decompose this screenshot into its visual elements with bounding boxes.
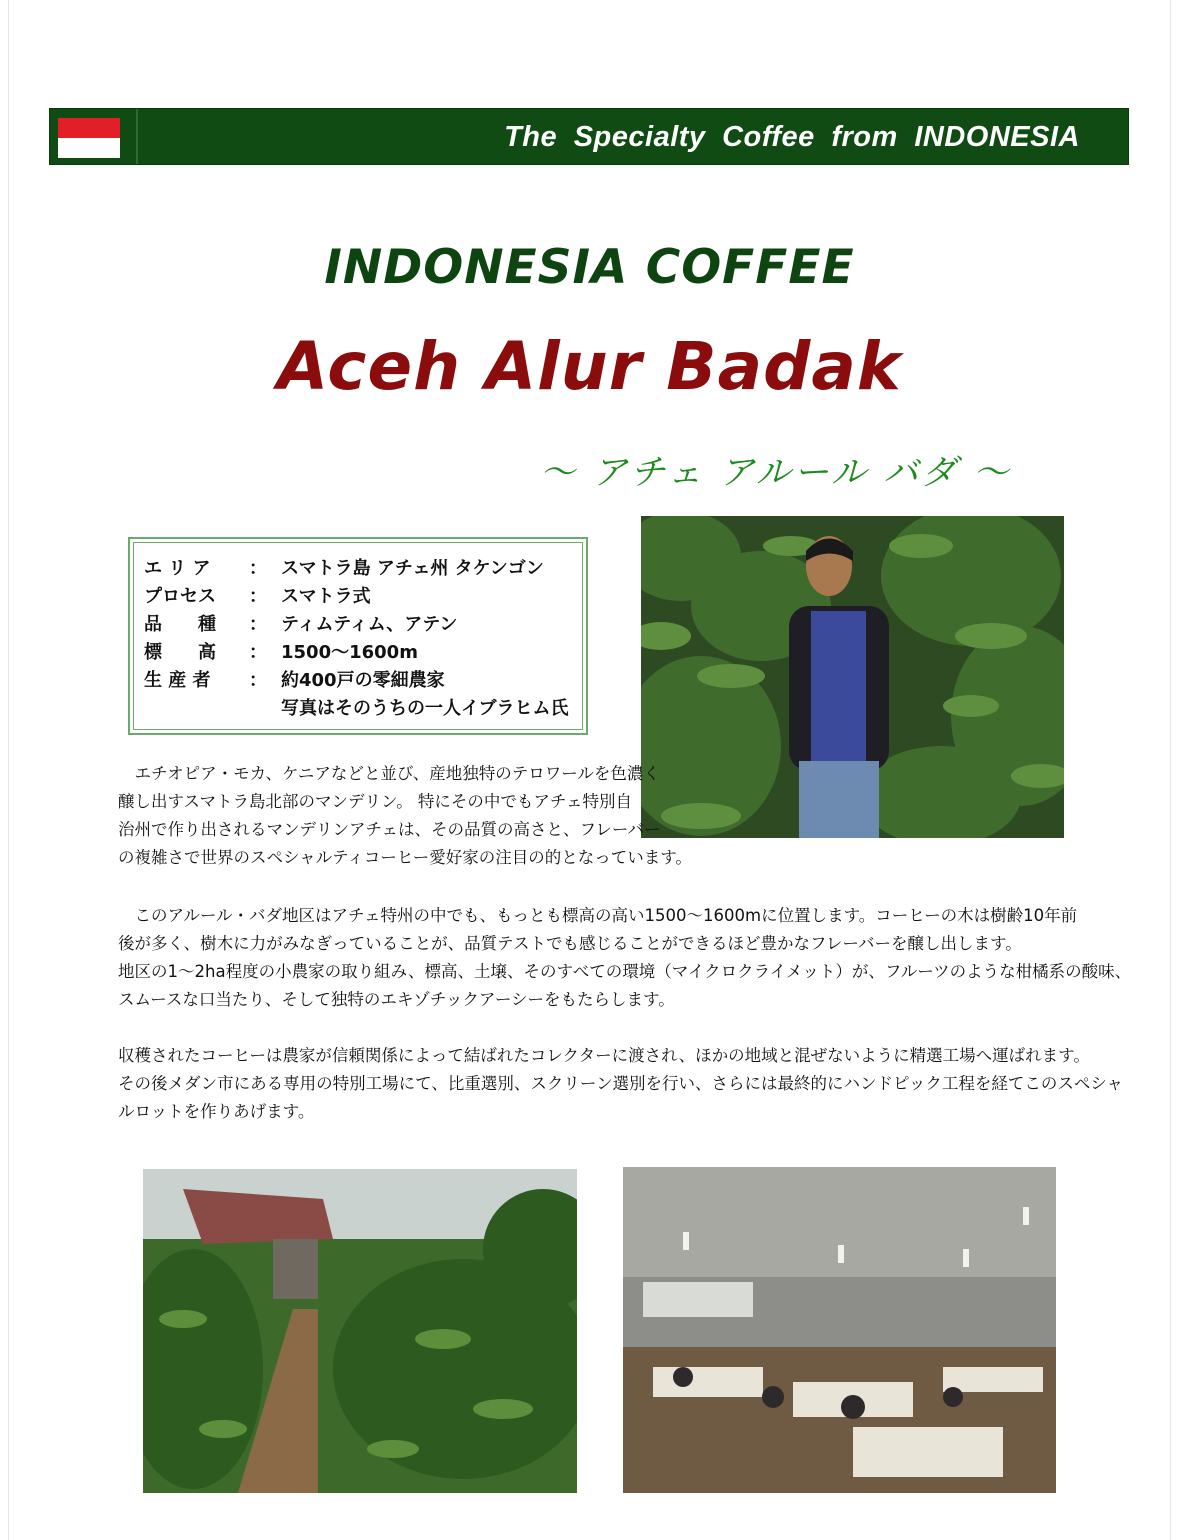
region-paragraph (118, 902, 1131, 1014)
spec-row-altitude (144, 637, 582, 665)
spec-row-variety (144, 609, 582, 637)
intro-line: 治州で作り出されるマンデリンアチェは、その品質の高さと、フレーバー (118, 820, 661, 839)
processing-line: 収穫されたコーヒーは農家が信頼関係によって結ばれたコレクターに渡され、ほかの地域と混ぜないように精選工場へ運ばれます。 (118, 1046, 1090, 1065)
intro-paragraph (118, 760, 692, 872)
spec-label: 生 産 者 (144, 670, 211, 691)
processing-line: ルロットを作りあげます。 (118, 1102, 315, 1121)
region-line: 地区の1〜2ha程度の小農家の取り組み、標高、土壌、そのすべての環境（マイクロクライメット）が、フルーツのような柑橘系の酸味、 (118, 962, 1132, 981)
product-title-katakana: ～ アチェ アルール バダ ～ (540, 453, 1012, 493)
spec-value: 約400戸の零細農家 (281, 670, 445, 691)
page-edge-right (1170, 0, 1171, 1540)
flag-box (50, 109, 138, 164)
indonesia-flag-icon (58, 118, 120, 158)
page-edge-left (8, 0, 9, 1540)
region-line: このアルール・バダ地区はアチェ特州の中でも、もっとも標高の高い1500〜1600mに位置します。コーヒーの木は樹齢10年前 (118, 906, 1078, 925)
spec-value: 写真はそのうちの一人イブラヒム氏 (281, 698, 569, 719)
spec-row-process (144, 581, 582, 609)
spec-colon: ： (249, 642, 267, 663)
spec-value: 1500〜1600m (281, 642, 418, 663)
spec-label: 品 種 (144, 614, 216, 635)
processing-line: その後メダン市にある専用の特別工場にて、比重選別、スクリーン選別を行い、さらには最終的にハンドピック工程を経てこのスペシャ (118, 1074, 1124, 1093)
farm-path-photo (143, 1169, 577, 1493)
product-title: Aceh Alur Badak (277, 328, 902, 405)
spec-box (128, 537, 588, 735)
spec-value: ティムティム、アテン (281, 614, 458, 635)
intro-line: 醸し出すスマトラ島北部のマンデリン。 特にその中でもアチェ特別自 (118, 792, 632, 811)
header-tagline: The Specialty Coffee from INDONESIA (504, 121, 1080, 153)
sorting-factory-photo (623, 1167, 1056, 1493)
spec-value: スマトラ式 (281, 586, 371, 607)
spec-colon: ： (249, 558, 267, 579)
region-line: スムースな口当たり、そして独特のエキゾチックアーシーをもたらします。 (118, 990, 675, 1009)
intro-line: エチオピア・モカ、ケニアなどと並び、産地独特のテロワールを色濃く (118, 764, 660, 783)
header-band (49, 108, 1129, 165)
spec-colon: ： (249, 670, 267, 691)
spec-label: エ リ ア (144, 558, 211, 579)
page-title: INDONESIA COFFEE (324, 240, 855, 295)
spec-row-area (144, 553, 582, 581)
farmer-photo (641, 516, 1064, 838)
spec-row-photo-note (144, 693, 582, 721)
processing-paragraph (118, 1042, 1123, 1126)
spec-row-producer (144, 665, 582, 693)
spec-label: プロセス (144, 586, 216, 607)
spec-colon: ： (249, 586, 267, 607)
spec-colon: ： (249, 614, 267, 635)
spec-value: スマトラ島 アチェ州 タケンゴン (281, 558, 544, 579)
spec-label: 標 高 (144, 642, 216, 663)
region-line: 後が多く、樹木に力がみなぎっていることが、品質テストでも感じることができるほど豊かなフレーバーを醸し出します。 (118, 934, 1022, 953)
intro-line: の複雑さで世界のスペシャルティコーヒー愛好家の注目の的となっています。 (118, 848, 692, 867)
